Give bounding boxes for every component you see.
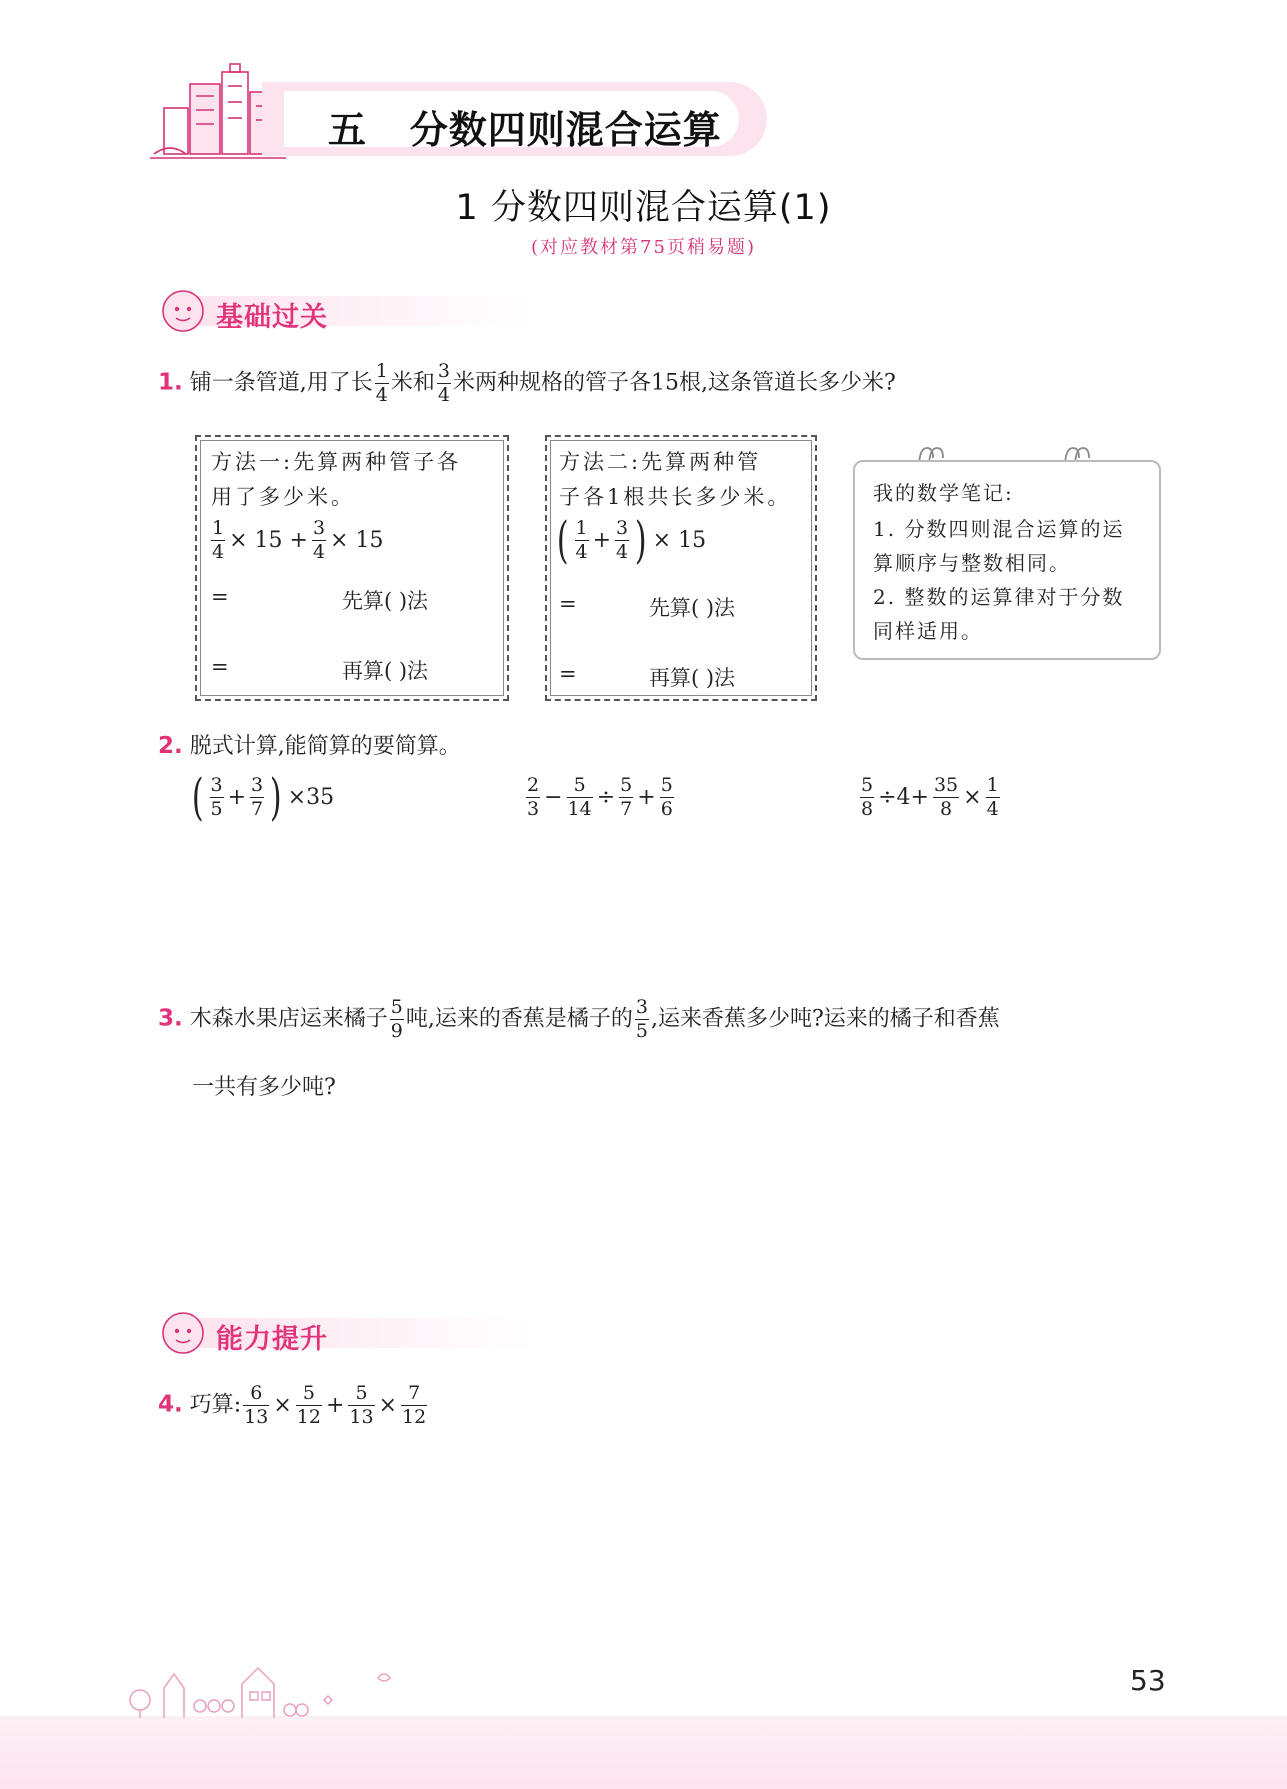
method-1-eq-2: = — [211, 655, 229, 679]
q2-expression-3: $\frac{5}{8}$ ÷4+ $\frac{35}{8}$ × $\frac{1}{4}$ — [861, 774, 999, 820]
notes-title: 我的数学笔记: — [873, 481, 1014, 505]
q3-text-2: 吨,运来的香蕉是橘子的 — [405, 1006, 633, 1032]
method-2-box — [545, 435, 817, 701]
question-number: 3. — [158, 1005, 183, 1032]
method-2-desc: 方法二:先算两种管 子各1根共长多少米。 — [559, 450, 792, 509]
notes-line-1: 1. 分数四则混合运算的运 — [873, 517, 1125, 541]
q3-line-2: 一共有多少吨? — [192, 1075, 336, 1100]
method-2-expression: ( $\frac{1}{4}$ + $\frac{3}{4}$ ) × 15 — [556, 511, 707, 569]
lesson-note: (对应教材第75页稍易题) — [531, 237, 756, 258]
page-number: 53 — [1130, 1664, 1166, 1697]
fraction-5-9: $\frac{5}{9}$ — [390, 996, 403, 1042]
q2-text: 脱式计算,能简算的要简算。 — [189, 734, 461, 759]
notes-line-2: 算顺序与整数相同。 — [873, 551, 1071, 575]
method-2-step-2: 再算( )法 — [649, 666, 736, 690]
chapter-title — [328, 99, 722, 154]
q2-expression-2: $\frac{2}{3}$ − $\frac{5}{14}$ ÷ $\frac{5}{7}$ + $\frac{5}{6}$ — [527, 774, 673, 820]
question-number: 4. — [158, 1391, 183, 1418]
method-2-eq-2: = — [559, 662, 577, 686]
notes-line-3: 2. 整数的运算律对于分数 — [873, 585, 1125, 609]
question-4: 4. 巧算: $\frac{6}{13}$ × $\frac{5}{12}$ + $\frac{5}{13}$ × $\frac{7}{12}$ — [158, 1382, 427, 1428]
fraction-1-4: $\frac{1}{4}$ — [375, 360, 388, 406]
q1-text-4: 根,这条管道长多少米? — [678, 370, 896, 396]
question-3 — [158, 998, 1000, 1041]
question-2 — [158, 729, 461, 760]
q1-text-2: 米和 — [390, 370, 435, 396]
math-notes-box — [853, 460, 1161, 660]
section-basic — [160, 290, 540, 332]
chapter-number: 五 — [328, 108, 368, 152]
question-number: 2. — [158, 733, 183, 759]
chapter-banner — [262, 82, 767, 156]
fraction-3-5: $\frac{3}{5}$ — [635, 996, 648, 1042]
question-number: 1. — [158, 369, 183, 396]
fraction-3-4: $\frac{3}{4}$ — [437, 360, 450, 406]
mascot-icon — [160, 1310, 206, 1356]
footer-band — [0, 1716, 1287, 1789]
method-1-expression: $\frac{1}{4}$ × 15 + $\frac{3}{4}$ × 15 — [212, 517, 384, 563]
q4-label: 巧算: — [189, 1392, 242, 1418]
q2-expression-1: ( $\frac{3}{5}$ + $\frac{3}{7}$ ) ×35 — [191, 768, 335, 826]
mascot-icon — [160, 288, 206, 334]
section-advanced-label: 能力提升 — [216, 1324, 328, 1355]
notes-line-4: 同样适用。 — [873, 619, 983, 643]
chapter-name: 分数四则混合运算 — [409, 108, 722, 152]
question-1 — [158, 362, 896, 405]
method-2-step-1: 先算( )法 — [649, 596, 736, 620]
q3-text-3: ,运来香蕉多少吨?运来的橘子和香蕉 — [650, 1006, 1000, 1032]
lesson-title: 1 分数四则混合运算(1) — [455, 188, 832, 228]
q3-text-1: 木森水果店运来橘子 — [189, 1006, 388, 1032]
town-illustration-icon — [120, 1648, 400, 1718]
q1-text-1: 铺一条管道,用了长 — [189, 370, 373, 396]
method-1-eq-1: = — [211, 585, 229, 609]
q1-count: 15 — [650, 370, 679, 396]
section-basic-label: 基础过关 — [216, 302, 328, 333]
method-1-desc: 方法一:先算两种管子各 用了多少米。 — [211, 450, 462, 509]
q1-text-3: 米两种规格的管子各 — [452, 370, 651, 396]
method-1-box — [195, 435, 509, 701]
section-advanced — [160, 1312, 540, 1354]
method-1-step-2: 再算( )法 — [342, 659, 429, 683]
method-1-step-1: 先算( )法 — [342, 589, 429, 613]
method-2-eq-1: = — [559, 592, 577, 616]
